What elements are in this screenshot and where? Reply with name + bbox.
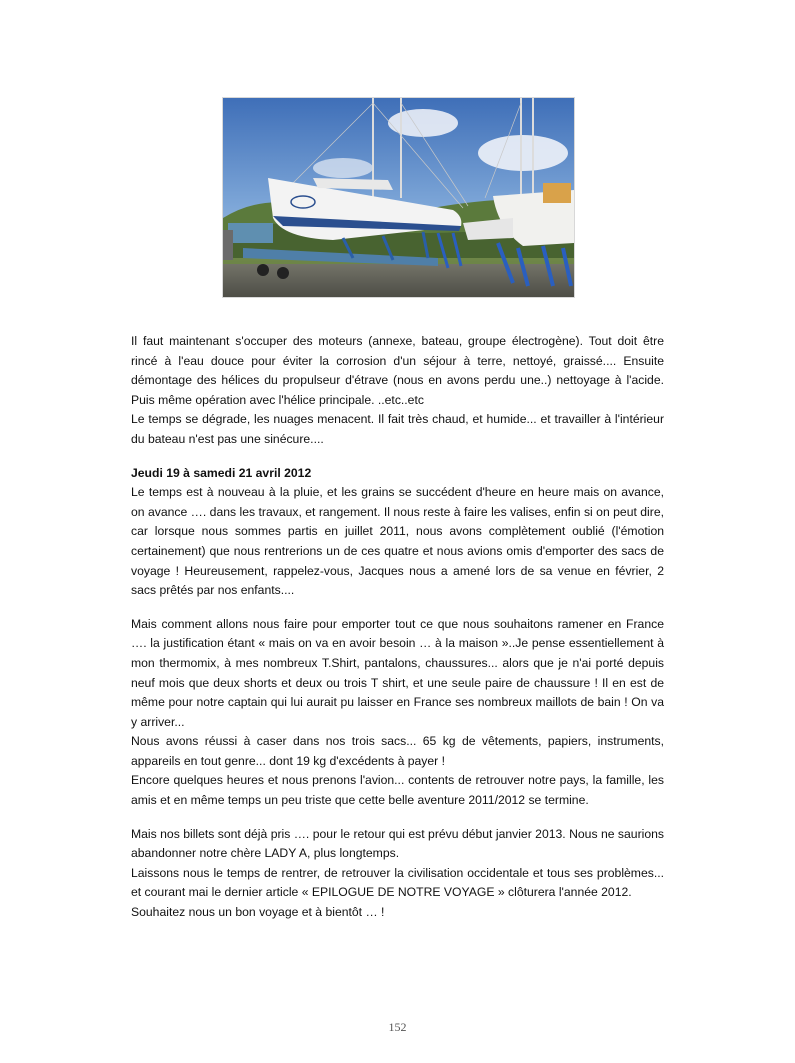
- body-text: [131, 332, 664, 923]
- page-number: 152: [388, 1020, 407, 1034]
- paragraph-farewell: Souhaitez nous un bon voyage et à bientôt … !: [131, 905, 385, 920]
- paragraph-engines: Il faut maintenant s'occuper des moteurs (annexe, bateau, groupe électrogène). Tout doit être rincé à l'eau douce pour éviter la corrosion d'un séjour à terre, nettoyé, graissé.... Ensuite démontage des hélices du propulseur d'étrave (nous en avons perdu une..) nettoyage à l'acide. Puis même opération avec l'hélice principale. ..etc..etc: [131, 334, 664, 407]
- paragraph-luggage: Le temps est à nouveau à la pluie, et les grains se succédent d'heure en heure mais on avance, on avance …. dans les travaux, et rangement. Il nous reste à faire les valises, enfin si on peut dire, car lorsque nous sommes partis en juillet 2011, nous avons complètement oublié (l'émotion certainement) que nous rentrerions un de ces quatre et nous avions omis d'emporter des sacs de voyage ! Heureusement, rappelez-vous, Jacques nous a amené lors de sa venue en février, 2 sacs prêtés par nos enfants....: [131, 485, 664, 598]
- paragraph-packing: Mais comment allons nous faire pour emporter tout ce que nous souhaitons ramener en France …. la justification étant « mais on va en avoir besoin … à la maison »..Je pense essentiellement à mon thermomix, à mes nombreux T.Shirt, pantalons, chaussures... alors que je n'ai porté depuis neuf mois que deux shorts et deux ou trois T shirt, et une seule paire de chaussure ! Il en est de même pour notre captain qui lui aurait pu laisser en France ses nombreux maillots de bain ! On va y arriver...: [131, 616, 664, 729]
- paragraph-weather: Le temps se dégrade, les nuages menacent. Il fait très chaud, et humide... et travailler à l'intérieur du bateau n'est pas une sinécure....: [131, 412, 664, 446]
- paragraph-departure: Encore quelques heures et nous prenons l'avion... contents de retrouver notre pays, la famille, les amis et en même temps un peu triste que cette belle aventure 2011/2012 se termine.: [131, 773, 664, 808]
- paragraph-tickets: Mais nos billets sont déjà pris …. pour le retour qui est prévu début janvier 2013. Nous ne saurions abandonner notre chère LADY A, plus longtemps.: [131, 826, 664, 861]
- paragraph-epilogue: Laissons nous le temps de rentrer, de retrouver la civilisation occidentale et tous ses problèmes... et courant mai le dernier article « EPILOGUE DE NOTRE VOYAGE » clôturera l'année 2012.: [131, 865, 664, 900]
- section-heading: Jeudi 19 à samedi 21 avril 2012: [131, 465, 312, 480]
- paragraph-bags: Nous avons réussi à caser dans nos trois sacs... 65 kg de vêtements, papiers, instruments, appareils en tout genre... dont 19 kg d'excédents à payer !: [131, 734, 664, 768]
- sailboats-photo: [222, 97, 575, 298]
